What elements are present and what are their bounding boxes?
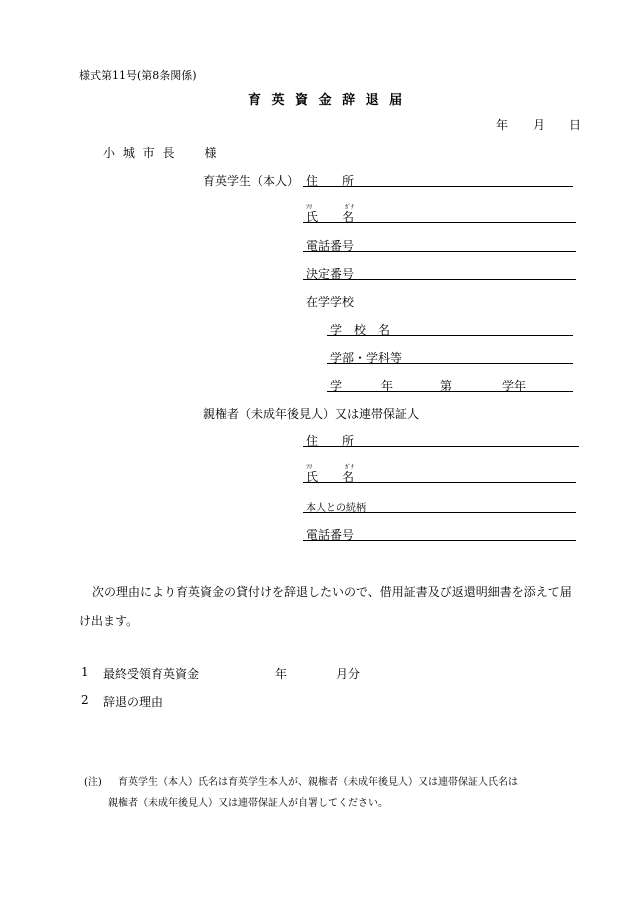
guardian-relation-line[interactable]: [303, 512, 576, 513]
student-decision-line[interactable]: [303, 279, 576, 280]
guardian-furigana-2: ｶﾞﾅ: [345, 464, 355, 471]
school-name-label: 学 校 名: [330, 323, 391, 337]
item-1-year: 年: [275, 667, 288, 681]
grade-gakunen: 学年: [502, 379, 527, 393]
student-name-label: 氏 名: [306, 210, 355, 224]
item-1-number: 1: [81, 665, 89, 679]
student-address-label: 住 所: [306, 174, 355, 188]
guardian-phone-label: 電話番号: [306, 528, 355, 542]
grade-dai: 第: [440, 379, 453, 393]
body-text-line-2: け出ます。: [79, 614, 139, 628]
student-section-label: 育英学生（本人）: [203, 174, 300, 188]
guardian-address-label: 住 所: [306, 434, 355, 448]
grade-nen: 年: [381, 379, 394, 393]
note-line-1: 育英学生（本人）氏名は育英学生本人が、親権者（未成年後見人）又は連帯保証人氏名は: [118, 777, 518, 788]
student-furigana-2: ｶﾞﾅ: [345, 204, 355, 211]
date-year: 年: [496, 118, 509, 132]
guardian-name-line[interactable]: [303, 482, 576, 483]
grade-line[interactable]: [327, 391, 573, 392]
addressee: 小 城 市 長 様: [103, 146, 219, 160]
faculty-line[interactable]: [327, 363, 573, 364]
form-number: 様式第11号(第8条関係): [79, 69, 197, 82]
guardian-name-label: 氏 名: [306, 470, 355, 484]
date-day: 日: [569, 118, 582, 132]
item-1-month: 月分: [336, 667, 361, 681]
student-decision-label: 決定番号: [306, 267, 355, 281]
note-label: (注): [84, 777, 102, 788]
note-line-2: 親権者（未成年後見人）又は連帯保証人が自署してください。: [108, 798, 388, 809]
faculty-label: 学部・学科等: [330, 351, 403, 365]
item-1-label: 最終受領育英資金: [103, 667, 200, 681]
guardian-relation-label: 本人との続柄: [306, 503, 366, 514]
guardian-furigana-1: ﾌﾘ: [306, 464, 313, 471]
school-section-label: 在学学校: [306, 295, 355, 309]
student-furigana-1: ﾌﾘ: [306, 204, 313, 211]
grade-gaku: 学: [330, 379, 343, 393]
guardian-address-line[interactable]: [303, 446, 579, 447]
guardian-section-label: 親権者（未成年後見人）又は連帯保証人: [203, 407, 420, 421]
document-title: 育 英 資 金 辞 退 届: [248, 93, 406, 108]
student-phone-line[interactable]: [303, 251, 576, 252]
body-text-line-1: 次の理由により育英資金の貸付けを辞退したいので、借用証書及び返還明細書を添えて届: [92, 585, 572, 599]
item-2-number: 2: [81, 693, 89, 707]
guardian-phone-line[interactable]: [303, 540, 576, 541]
item-2-label: 辞退の理由: [103, 695, 164, 709]
date-month: 月: [533, 118, 546, 132]
student-phone-label: 電話番号: [306, 239, 355, 253]
school-name-line[interactable]: [327, 335, 573, 336]
student-address-line[interactable]: [303, 186, 573, 187]
student-name-line[interactable]: [303, 222, 576, 223]
